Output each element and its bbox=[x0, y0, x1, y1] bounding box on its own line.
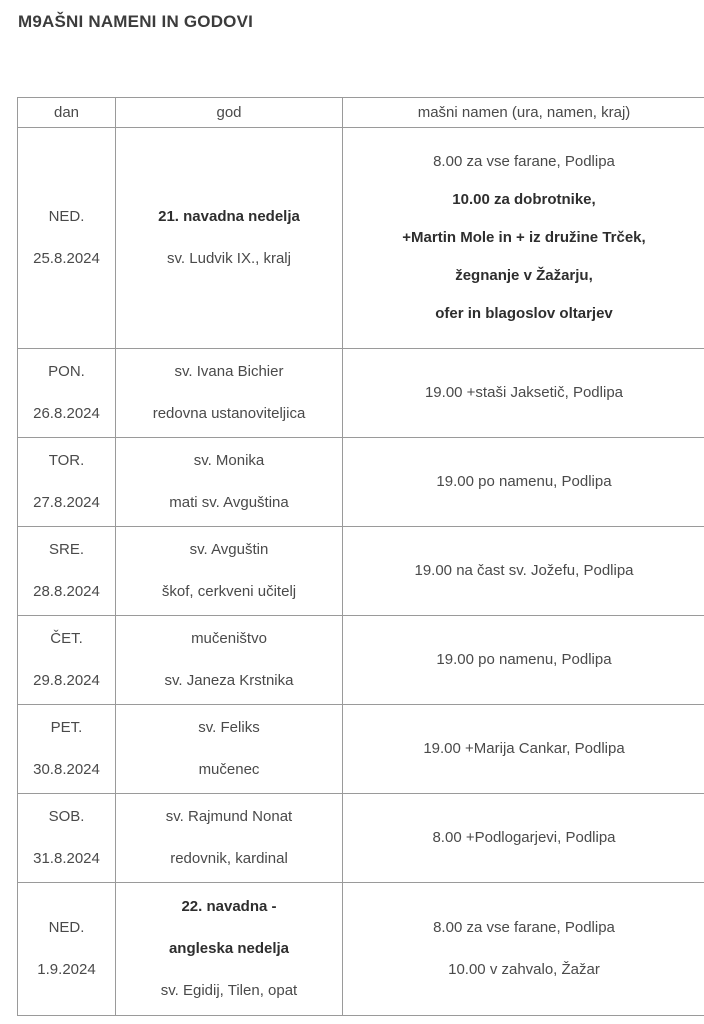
day-cell bbox=[18, 527, 116, 616]
god-line: sv. Egidij, Tilen, opat bbox=[160, 982, 298, 999]
mass-cell bbox=[343, 349, 704, 438]
table-row bbox=[18, 794, 704, 883]
god-cell bbox=[116, 438, 343, 527]
god-cell bbox=[116, 883, 343, 1016]
day-date: 30.8.2024 bbox=[33, 761, 100, 778]
day-name: TOR. bbox=[48, 452, 85, 469]
mass-line: 19.00 po namenu, Podlipa bbox=[436, 473, 612, 490]
god-line: sv. Ivana Bichier bbox=[174, 363, 284, 380]
god-line: 22. navadna - bbox=[181, 898, 277, 915]
schedule-table bbox=[17, 97, 704, 1016]
god-cell bbox=[116, 128, 343, 349]
god-cell bbox=[116, 794, 343, 883]
god-line: sv. Rajmund Nonat bbox=[165, 808, 293, 825]
mass-line: 19.00 +Marija Cankar, Podlipa bbox=[423, 740, 625, 757]
mass-cell bbox=[343, 794, 704, 883]
god-cell bbox=[116, 349, 343, 438]
header-god: god bbox=[116, 98, 343, 128]
day-name: NED. bbox=[48, 919, 85, 936]
mass-line: ofer in blagoslov oltarjev bbox=[435, 305, 613, 322]
day-cell bbox=[18, 794, 116, 883]
mass-line: žegnanje v Žažarju, bbox=[455, 267, 593, 284]
day-name: SOB. bbox=[48, 808, 85, 825]
page-title: M9AŠNI NAMENI IN GODOVI bbox=[18, 12, 254, 31]
mass-cell bbox=[343, 616, 704, 705]
header-dan: dan bbox=[18, 98, 116, 128]
day-cell bbox=[18, 438, 116, 527]
god-line: mučeništvo bbox=[191, 630, 267, 647]
day-date: 29.8.2024 bbox=[33, 672, 100, 689]
day-cell bbox=[18, 883, 116, 1016]
god-line: redovnik, kardinal bbox=[170, 850, 288, 867]
mass-line: +Martin Mole in + iz družine Trček, bbox=[402, 229, 646, 246]
table-row bbox=[18, 705, 704, 794]
mass-cell bbox=[343, 883, 704, 1016]
day-name: NED. bbox=[48, 208, 85, 225]
day-date: 28.8.2024 bbox=[33, 583, 100, 600]
mass-line: 19.00 po namenu, Podlipa bbox=[436, 651, 612, 668]
table-row bbox=[18, 883, 704, 1016]
mass-line: 8.00 za vse farane, Podlipa bbox=[433, 153, 615, 170]
mass-line: 10.00 za dobrotnike, bbox=[452, 191, 596, 208]
mass-cell bbox=[343, 438, 704, 527]
day-cell bbox=[18, 128, 116, 349]
god-line: sv. Monika bbox=[193, 452, 265, 469]
table-header-row bbox=[18, 98, 704, 128]
god-line: angleska nedelja bbox=[168, 940, 290, 957]
god-line: sv. Ludvik IX., kralj bbox=[167, 250, 291, 267]
mass-cell bbox=[343, 527, 704, 616]
day-name: SRE. bbox=[48, 541, 84, 558]
god-line: sv. Avguštin bbox=[189, 541, 269, 558]
god-line: sv. Janeza Krstnika bbox=[164, 672, 294, 689]
god-cell bbox=[116, 705, 343, 794]
day-cell bbox=[18, 349, 116, 438]
god-line: mučenec bbox=[198, 761, 260, 778]
header-mass: mašni namen (ura, namen, kraj) bbox=[343, 98, 704, 128]
mass-line: 19.00 na čast sv. Jožefu, Podlipa bbox=[414, 562, 634, 579]
day-date: 25.8.2024 bbox=[33, 250, 100, 267]
mass-cell bbox=[343, 128, 704, 349]
god-cell bbox=[116, 527, 343, 616]
mass-line: 19.00 +staši Jaksetič, Podlipa bbox=[424, 384, 624, 401]
mass-line: 10.00 v zahvalo, Žažar bbox=[448, 961, 600, 978]
mass-cell bbox=[343, 705, 704, 794]
god-line: redovna ustanoviteljica bbox=[152, 405, 306, 422]
day-date: 26.8.2024 bbox=[33, 405, 100, 422]
table-row bbox=[18, 349, 704, 438]
table-row bbox=[18, 128, 704, 349]
day-cell bbox=[18, 705, 116, 794]
table-row bbox=[18, 438, 704, 527]
god-line: škof, cerkveni učitelj bbox=[161, 583, 297, 600]
god-line: mati sv. Avguština bbox=[169, 494, 289, 511]
table-row bbox=[18, 527, 704, 616]
day-cell bbox=[18, 616, 116, 705]
day-date: 27.8.2024 bbox=[33, 494, 100, 511]
day-name: PON. bbox=[48, 363, 85, 380]
god-line: 21. navadna nedelja bbox=[158, 208, 300, 225]
day-date: 31.8.2024 bbox=[33, 850, 100, 867]
day-name: PET. bbox=[50, 719, 83, 736]
mass-line: 8.00 +Podlogarjevi, Podlipa bbox=[432, 829, 616, 846]
day-date: 1.9.2024 bbox=[37, 961, 96, 978]
god-cell bbox=[116, 616, 343, 705]
mass-line: 8.00 za vse farane, Podlipa bbox=[433, 919, 615, 936]
table-row bbox=[18, 616, 704, 705]
god-line: sv. Feliks bbox=[198, 719, 260, 736]
day-name: ČET. bbox=[50, 630, 83, 647]
